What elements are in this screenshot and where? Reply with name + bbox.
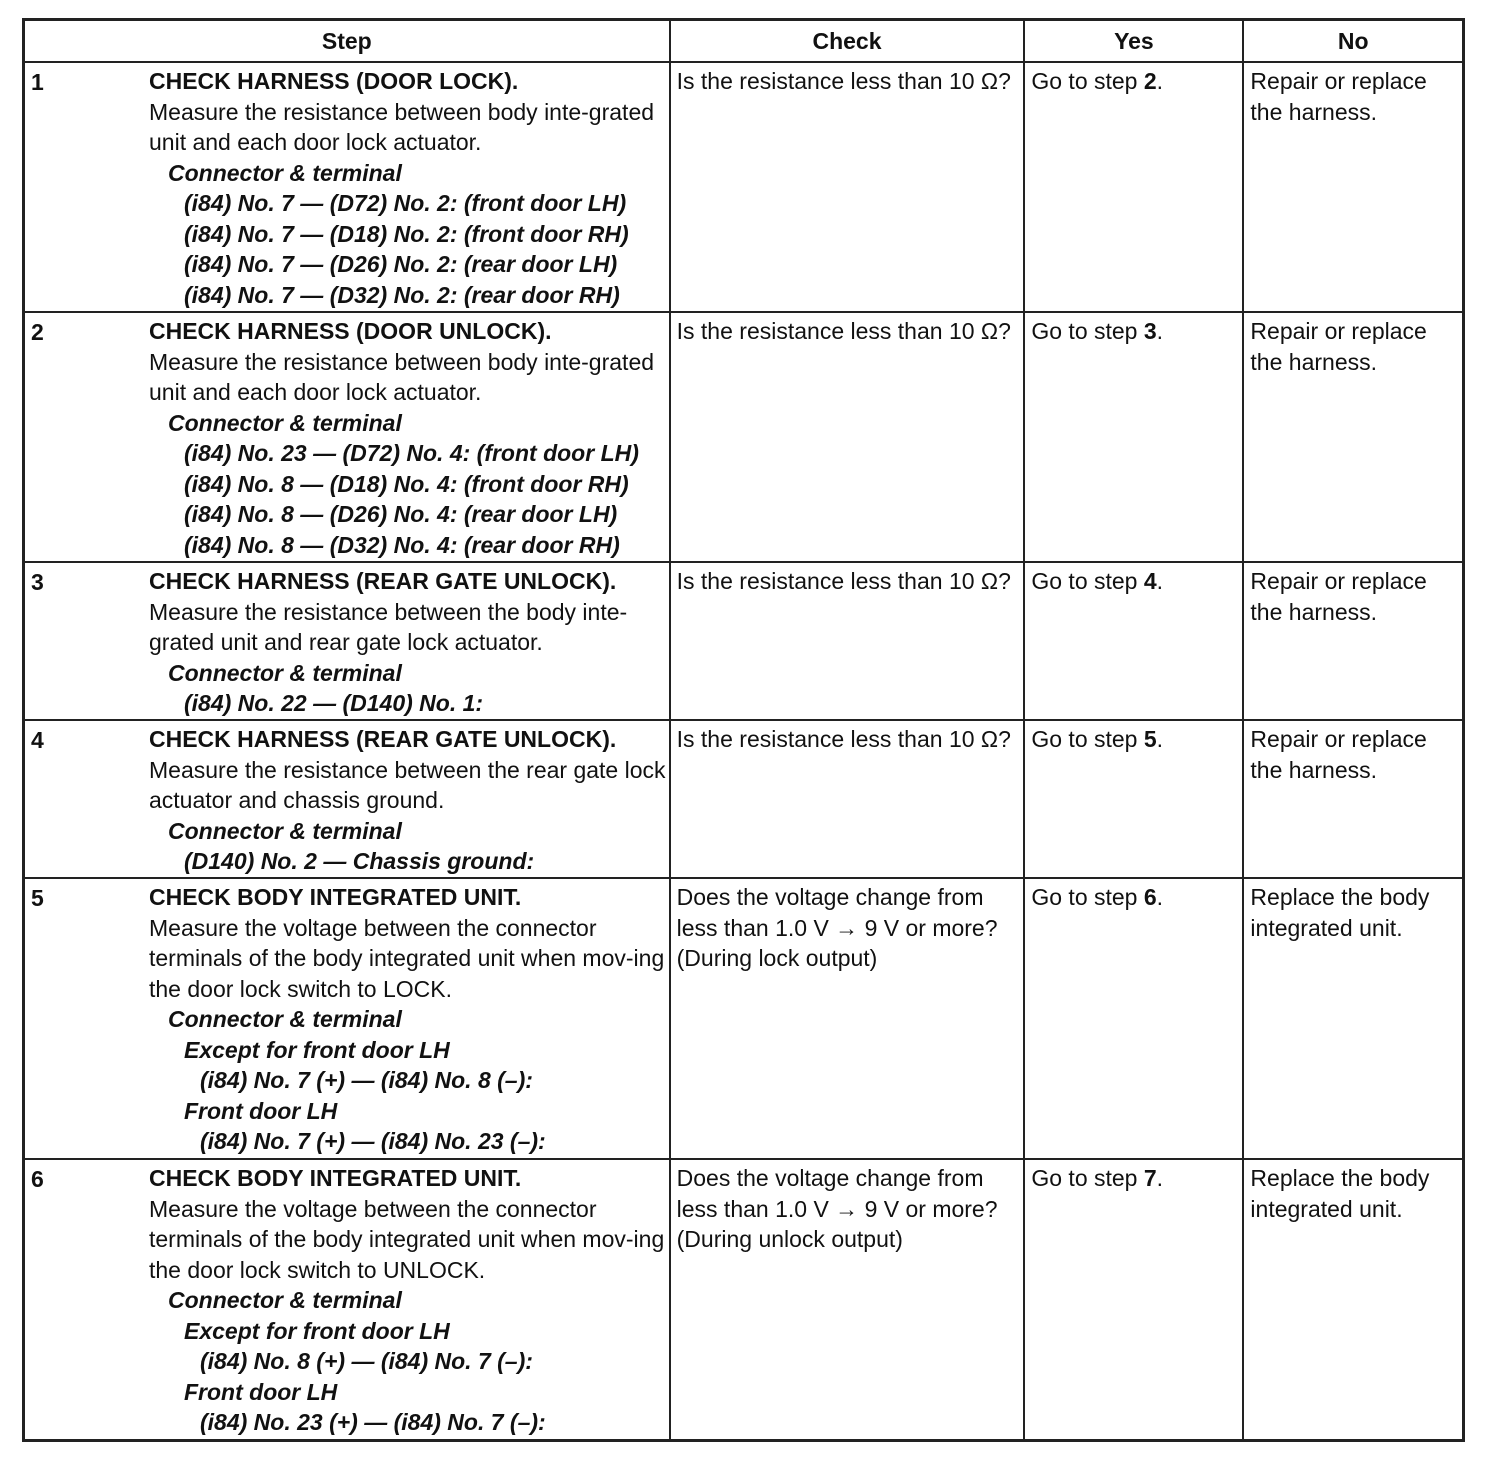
terminal-line: (i84) No. 8 — (D32) No. 4: (rear door RH) [184,531,620,558]
yes-prefix: Go to step [1031,318,1144,344]
no-text: Repair or replace the harness. [1250,568,1427,625]
step-number: 6 [31,1166,44,1192]
yes-step-number: 3 [1143,318,1157,344]
connector-heading: Connector & terminal [168,659,402,686]
no-text: Replace the body integrated unit. [1250,1165,1430,1222]
connector-heading: Connector & terminal [168,409,402,436]
check-cell [670,720,1025,878]
terminal-line: (i84) No. 8 — (D18) No. 4: (front door RH) [184,470,629,497]
step-number: 2 [31,319,44,345]
step-number: 3 [31,569,44,595]
header-yes: Yes [1024,20,1243,63]
connector-heading: Connector & terminal [168,1006,402,1032]
step-number: 5 [31,885,44,911]
table-row [24,562,1464,720]
yes-suffix: . [1156,1165,1164,1191]
no-cell [1243,562,1463,720]
yes-prefix: Go to step [1031,726,1144,752]
terminal-line: (i84) No. 7 (+) — (i84) No. 8 (–): [200,1067,533,1093]
step-title: CHECK HARNESS (REAR GATE UNLOCK). [149,726,617,752]
check-text: Is the resistance less than 10 Ω? [676,568,1011,594]
terminal-line: (i84) No. 23 (+) — (i84) No. 7 (–): [200,1409,546,1435]
no-text: Repair or replace the harness. [1250,318,1427,375]
no-text: Repair or replace the harness. [1250,726,1427,783]
step-number: 4 [31,727,44,753]
step-title: CHECK HARNESS (DOOR UNLOCK). [149,318,552,344]
terminal-line: (i84) No. 8 (+) — (i84) No. 7 (–): [200,1348,533,1374]
no-text: Replace the body integrated unit. [1250,884,1430,941]
terminal-line: (i84) No. 8 — (D26) No. 4: (rear door LH) [184,501,618,527]
step-cell [24,562,670,720]
step-description: Measure the voltage between the connector terminals of the body integrated unit when mov-ing the door lock switch to UNLOCK. [149,1195,665,1283]
yes-suffix: . [1156,884,1164,910]
terminal-line: (i84) No. 7 — (D72) No. 2: (front door LH) [184,190,627,216]
connector-heading: Connector & terminal [168,159,402,186]
condition-label: Except for front door LH [184,1036,450,1063]
terminal-line: (i84) No. 7 — (D18) No. 2: (front door RH) [184,220,629,247]
yes-step-number: 2 [1143,68,1157,94]
yes-suffix: . [1156,318,1164,344]
yes-prefix: Go to step [1031,1165,1144,1191]
step-title: CHECK HARNESS (DOOR LOCK). [149,68,519,94]
condition-label: Front door LH [184,1097,338,1124]
yes-cell [1024,1159,1243,1440]
connector-heading: Connector & terminal [168,817,402,844]
no-cell [1243,62,1463,312]
table-row [24,62,1464,312]
yes-step-number: 4 [1143,568,1157,594]
header-row [24,20,1464,63]
yes-suffix: . [1156,68,1164,94]
check-cell [670,1159,1025,1440]
troubleshooting-table [22,18,1465,1442]
check-cell [670,62,1025,312]
terminal-line: (i84) No. 7 — (D26) No. 2: (rear door LH) [184,251,618,277]
no-cell [1243,878,1463,1159]
yes-step-number: 5 [1143,726,1157,752]
yes-cell [1024,62,1243,312]
yes-cell [1024,562,1243,720]
yes-prefix: Go to step [1031,568,1144,594]
no-cell [1243,720,1463,878]
yes-cell [1024,720,1243,878]
yes-step-number: 7 [1143,1165,1157,1191]
terminal-line: (i84) No. 23 — (D72) No. 4: (front door LH) [184,440,639,466]
step-title: CHECK BODY INTEGRATED UNIT. [149,1165,522,1191]
connector-heading: Connector & terminal [168,1287,402,1313]
step-cell [24,62,670,312]
terminal-line: (i84) No. 7 (+) — (i84) No. 23 (–): [200,1128,546,1154]
check-text: Is the resistance less than 10 Ω? [676,68,1011,94]
header-step: Step [24,20,670,63]
yes-cell [1024,312,1243,562]
step-cell [24,1159,670,1440]
step-description: Measure the voltage between the connector terminals of the body integrated unit when mov-ing the door lock switch to LOCK. [149,914,665,1002]
yes-step-number: 6 [1143,884,1157,910]
step-cell [24,312,670,562]
header-no: No [1243,20,1463,63]
check-cell [670,878,1025,1159]
check-text: Does the voltage change from less than 1.0 V → 9 V or more? (During lock output) [676,884,998,971]
condition-label: Except for front door LH [184,1317,450,1344]
step-cell [24,720,670,878]
header-check: Check [670,20,1025,63]
step-description: Measure the resistance between body inte-grated unit and each door lock actuator. [149,98,655,155]
yes-prefix: Go to step [1031,884,1144,910]
check-text: Does the voltage change from less than 1.0 V → 9 V or more? (During unlock output) [676,1165,998,1252]
yes-suffix: . [1156,568,1164,594]
step-title: CHECK BODY INTEGRATED UNIT. [149,884,522,910]
yes-cell [1024,878,1243,1159]
step-description: Measure the resistance between the rear gate lock actuator and chassis ground. [149,756,666,813]
step-title: CHECK HARNESS (REAR GATE UNLOCK). [149,568,617,594]
no-cell [1243,1159,1463,1440]
yes-prefix: Go to step [1031,68,1144,94]
no-text: Repair or replace the harness. [1250,68,1427,125]
terminal-line: (i84) No. 22 — (D140) No. 1: [184,690,484,716]
check-text: Is the resistance less than 10 Ω? [676,318,1011,344]
terminal-line: (D140) No. 2 — Chassis ground: [184,848,535,874]
table-row [24,720,1464,878]
step-description: Measure the resistance between the body inte-grated unit and rear gate lock actuator. [149,598,628,655]
check-cell [670,562,1025,720]
table-row [24,878,1464,1159]
step-description: Measure the resistance between body inte-grated unit and each door lock actuator. [149,348,655,405]
check-cell [670,312,1025,562]
yes-suffix: . [1156,726,1164,752]
terminal-line: (i84) No. 7 — (D32) No. 2: (rear door RH) [184,281,620,308]
table-row [24,1159,1464,1440]
condition-label: Front door LH [184,1378,338,1405]
step-cell [24,878,670,1159]
check-text: Is the resistance less than 10 Ω? [676,726,1011,752]
table-row [24,312,1464,562]
no-cell [1243,312,1463,562]
step-number: 1 [31,69,44,95]
